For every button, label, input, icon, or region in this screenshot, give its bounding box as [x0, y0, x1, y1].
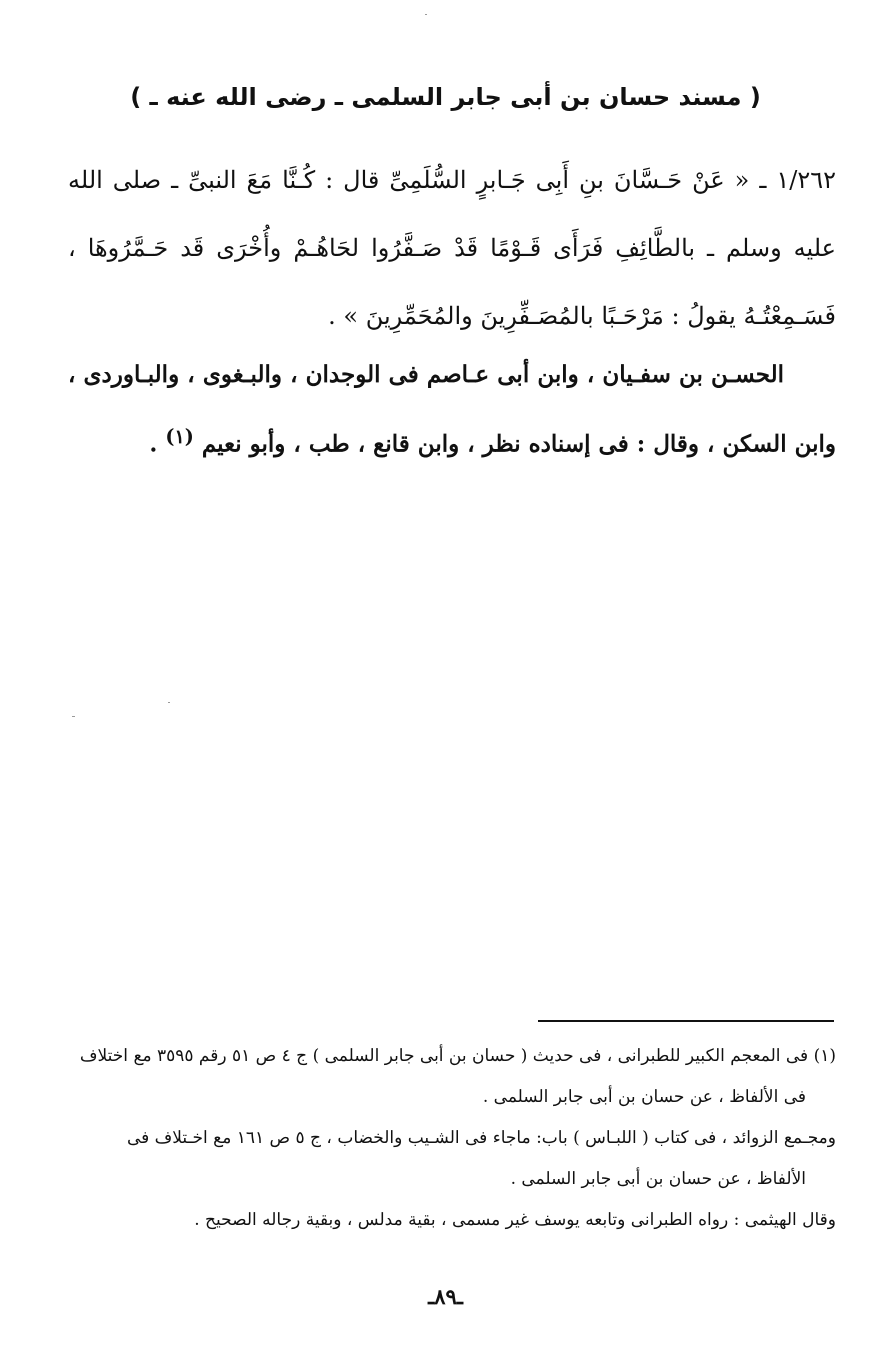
hadith-text: « عَنْ حَـسَّانَ بنِ أَبِى جَـابرٍ السُّلَمِىِّ قال : كُـنَّا مَعَ النبىِّ ـ صلى الله عليه وسلم ـ بالطَّائِفِ فَرَأَى قَـوْمًا قَدْ صَـفَّرُوا لحَاهُـمْ وأُخْرَى قَد حَـمَّرُوهَا ، فَسَـمِعْتُـهُ يقولُ : مَرْحَـبًا بالمُصَـفِّرِينَ والمُحَمِّرِينَ » . [68, 166, 836, 330]
hadith-paragraph [68, 146, 836, 350]
page-title: ( مسند حسان بن أبى جابر السلمى ـ رضى الله عنه ـ ) [130, 83, 761, 111]
footnote-line: (١) فى المعجم الكبير للطبرانى ، فى حديث ( حسان بن أبى جابر السلمى ) ج ٤ ص ٥١ رقم ٣٥٩٥ مع اختلاف [79, 1046, 836, 1066]
footnote-reference: (١) [165, 425, 194, 448]
footnote-continuation: الألفاظ ، عن حسان بن أبى جابر السلمى . [510, 1169, 806, 1189]
page-number: ـ٨٩ـ [428, 1284, 463, 1309]
footnote-line: ومجـمع الزوائد ، فى كتاب ( اللبـاس ) باب: ماجاء فى الشـيب والخضاب ، ج ٥ ص ١٦١ مع اخـتلاف فى [126, 1128, 836, 1148]
scan-speck [72, 716, 75, 717]
footnote-item [68, 1118, 836, 1159]
footnotes [68, 1036, 836, 1241]
footnote-continuation: فى الألفاظ ، عن حسان بن أبى جابر السلمى . [482, 1087, 806, 1107]
footnote-separator [538, 1020, 834, 1022]
sources-paragraph [68, 344, 836, 476]
footnote-item [68, 1200, 836, 1241]
scan-speck [425, 14, 427, 15]
footnote-line: وقال الهيثمى : رواه الطبرانى وتابعه يوسف غير مسمى ، بقية مدلس ، وبقية رجاله الصحيح . [194, 1210, 836, 1230]
scan-speck [168, 702, 170, 703]
sources-end: . [149, 430, 158, 458]
hadith-number: ١/٢٦٢ ـ [759, 166, 836, 194]
footnote-item [68, 1036, 836, 1077]
sources-text: الحسـن بن سفـيان ، وابن أبى عـاصم فى الوجدان ، والبـغوى ، والبـاوردى ، وابن السكن ، وقال : فى إسناده نظر ، وابن قانع ، طب ، وأبو نعيم [68, 361, 836, 458]
